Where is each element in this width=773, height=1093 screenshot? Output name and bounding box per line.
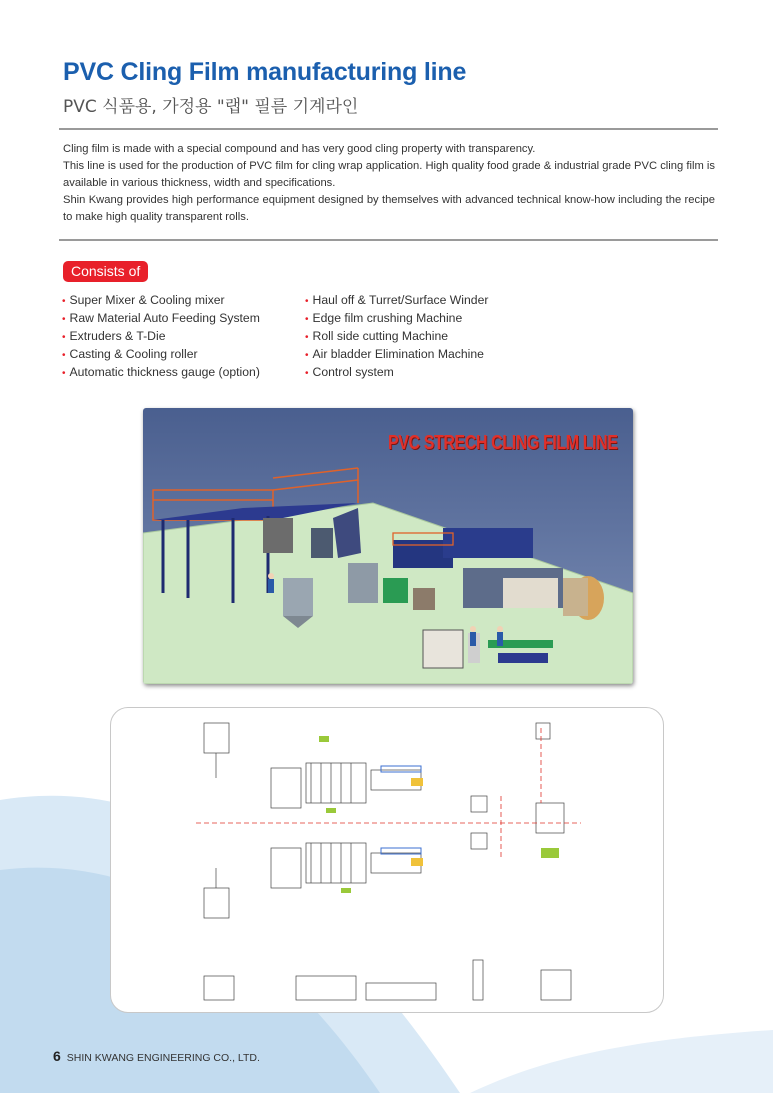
list-item: • Raw Material Auto Feeding System: [62, 310, 260, 328]
list-item: • Casting & Cooling roller: [62, 346, 260, 364]
list-item: • Air bladder Elimination Machine: [305, 346, 488, 364]
consists-of-badge: Consists of: [63, 261, 148, 282]
layout-drawing-panel: [110, 707, 664, 1013]
intro-text: [63, 141, 715, 226]
layout-drawing-image: [111, 708, 663, 1012]
company-name: SHIN KWANG ENGINEERING CO., LTD.: [66, 1052, 260, 1064]
page-footer: [53, 1048, 260, 1064]
render-title: PVC STRECH CLING FILM LINE: [388, 432, 618, 454]
list-item: • Roll side cutting Machine: [305, 328, 488, 346]
top-divider: [59, 128, 718, 130]
bottom-divider: [59, 239, 718, 241]
page-subtitle: PVC 식품용, 가정용 "랩" 필름 기계라인: [63, 97, 359, 117]
list-item: • Haul off & Turret/Surface Winder: [305, 292, 488, 310]
list-item: • Control system: [305, 364, 488, 382]
intro-paragraph: Cling film is made with a special compound and has very good cling property with transparency.: [63, 143, 536, 155]
page-number: 6: [53, 1048, 61, 1064]
page-title: PVC Cling Film manufacturing line: [63, 58, 467, 86]
components-list-left: [62, 292, 260, 382]
list-item: • Super Mixer & Cooling mixer: [62, 292, 260, 310]
list-item: • Automatic thickness gauge (option): [62, 364, 260, 382]
components-list-right: [305, 292, 488, 382]
intro-paragraph: This line is used for the production of PVC film for cling wrap application. High quality food grade & industrial grade PVC cling film is available in various thickness, width and specifications.: [63, 160, 715, 189]
list-item: • Extruders & T-Die: [62, 328, 260, 346]
intro-paragraph: Shin Kwang provides high performance equipment designed by themselves with advanced technical know-how including the recipe to make high quality transparent rolls.: [63, 194, 715, 223]
list-item: • Edge film crushing Machine: [305, 310, 488, 328]
